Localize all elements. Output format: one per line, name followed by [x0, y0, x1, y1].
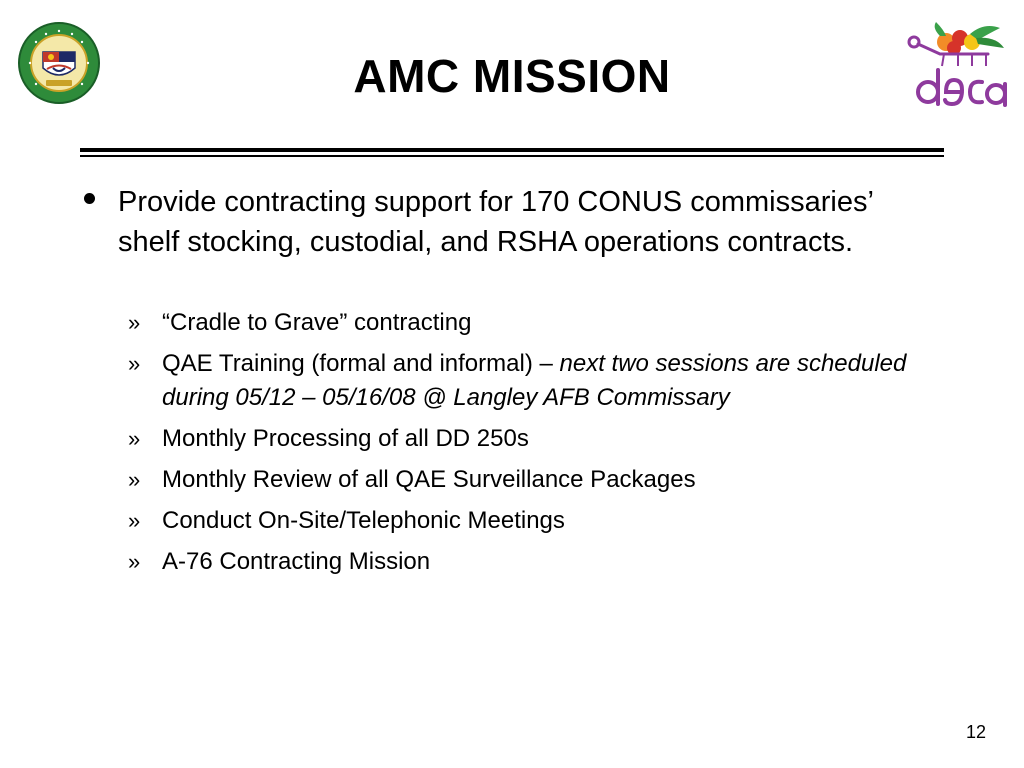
bullet-marker: »: [128, 467, 141, 492]
bullet-marker: »: [128, 310, 141, 335]
title-divider: [80, 148, 944, 152]
list-item: [128, 347, 928, 415]
bullet-marker: »: [128, 508, 141, 533]
main-bullet-text: Provide contracting support for 170 CONUS commissaries’ shelf stocking, custodial, and RSHA operations contracts.: [118, 186, 873, 258]
page-number: 12: [965, 722, 986, 742]
list-item-text: QAE Training (formal and informal) –: [162, 350, 560, 377]
list-item-text: A-76 Contracting Mission: [162, 548, 431, 575]
bullet-marker: »: [128, 549, 141, 574]
bullet-marker: »: [128, 351, 141, 376]
slide-title: AMC MISSION: [353, 50, 671, 102]
list-item-text: Monthly Review of all QAE Surveillance Packages: [162, 466, 696, 493]
list-item-text: Conduct On-Site/Telephonic Meetings: [162, 507, 565, 534]
bullet-dot-icon: [84, 193, 95, 204]
list-item-text: Monthly Processing of all DD 250s: [162, 425, 529, 452]
list-item-italic-text: next two sessions are scheduled during 05/12 – 05/16/08 @ Langley AFB Commissary: [162, 350, 907, 411]
bullet-marker: »: [128, 426, 141, 451]
list-item: [128, 463, 928, 497]
list-item-text: “Cradle to Grave” contracting: [162, 309, 472, 336]
list-item: [128, 422, 928, 456]
main-bullet: [84, 182, 904, 262]
sub-bullet-list: [128, 306, 928, 586]
list-item: [128, 504, 928, 538]
list-item: [128, 306, 928, 340]
deca-logo: [904, 20, 1008, 110]
list-item: [128, 545, 928, 579]
title-divider-thin: [80, 155, 944, 157]
